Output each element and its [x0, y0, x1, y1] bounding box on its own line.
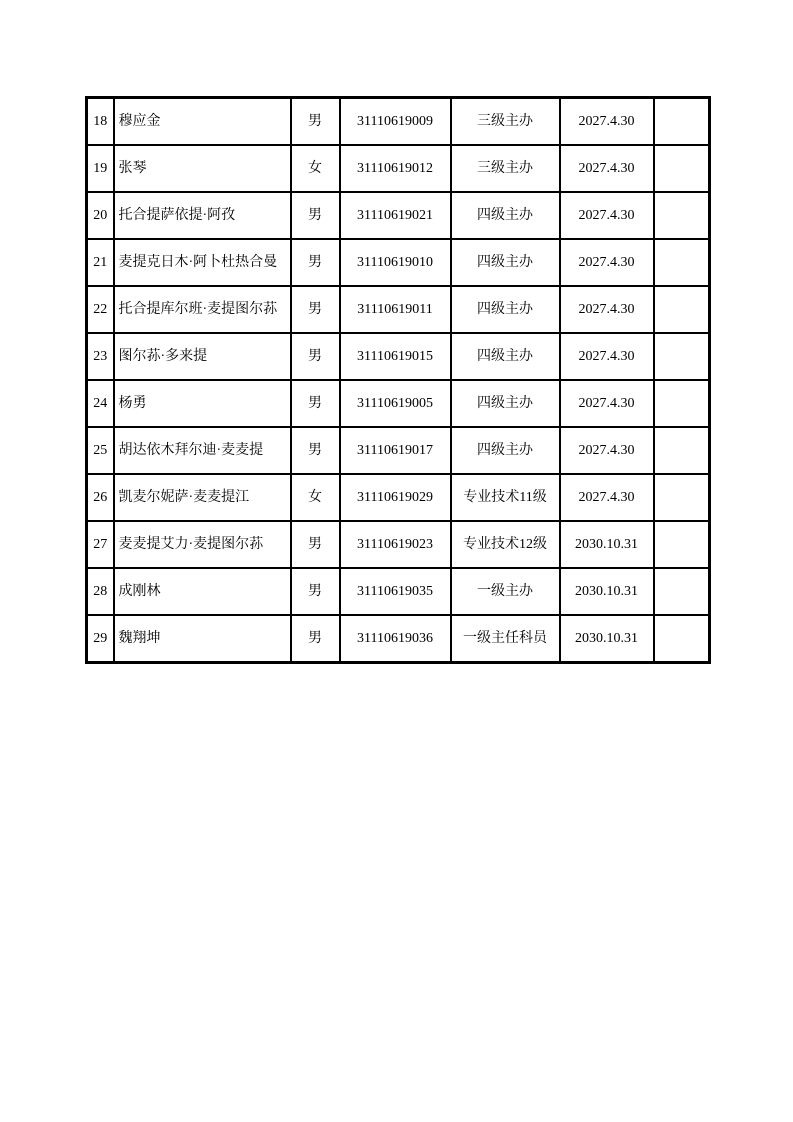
cell-rank: 四级主办: [451, 192, 560, 239]
cell-row-number: 20: [87, 192, 114, 239]
cell-rank: 一级主任科员: [451, 615, 560, 663]
table-row: [87, 145, 710, 192]
cell-id-number: 31110619012: [340, 145, 451, 192]
cell-rank: 专业技术12级: [451, 521, 560, 568]
table-row: [87, 615, 710, 663]
cell-gender: 男: [291, 615, 340, 663]
cell-date: 2027.4.30: [560, 286, 654, 333]
cell-gender: 男: [291, 427, 340, 474]
cell-name: 麦麦提艾力·麦提图尔荪: [114, 521, 291, 568]
cell-name: 张琴: [114, 145, 291, 192]
cell-gender: 男: [291, 568, 340, 615]
cell-rank: 四级主办: [451, 380, 560, 427]
cell-name: 胡达依木拜尔迪·麦麦提: [114, 427, 291, 474]
cell-gender: 男: [291, 239, 340, 286]
cell-name: 杨勇: [114, 380, 291, 427]
cell-gender: 男: [291, 333, 340, 380]
cell-id-number: 31110619017: [340, 427, 451, 474]
cell-row-number: 22: [87, 286, 114, 333]
cell-date: 2027.4.30: [560, 239, 654, 286]
cell-gender: 女: [291, 474, 340, 521]
cell-date: 2027.4.30: [560, 380, 654, 427]
cell-rank: 四级主办: [451, 286, 560, 333]
cell-rank: 三级主办: [451, 145, 560, 192]
cell-row-number: 18: [87, 98, 114, 146]
cell-id-number: 31110619009: [340, 98, 451, 146]
cell-gender: 女: [291, 145, 340, 192]
cell-id-number: 31110619015: [340, 333, 451, 380]
cell-date: 2030.10.31: [560, 568, 654, 615]
cell-empty: [654, 427, 710, 474]
cell-id-number: 31110619011: [340, 286, 451, 333]
cell-empty: [654, 474, 710, 521]
cell-gender: 男: [291, 98, 340, 146]
cell-date: 2027.4.30: [560, 333, 654, 380]
cell-empty: [654, 380, 710, 427]
cell-id-number: 31110619021: [340, 192, 451, 239]
cell-id-number: 31110619036: [340, 615, 451, 663]
cell-name: 托合提萨依提·阿孜: [114, 192, 291, 239]
cell-gender: 男: [291, 521, 340, 568]
cell-date: 2027.4.30: [560, 427, 654, 474]
cell-id-number: 31110619029: [340, 474, 451, 521]
cell-date: 2027.4.30: [560, 192, 654, 239]
cell-date: 2027.4.30: [560, 474, 654, 521]
table-row: [87, 474, 710, 521]
table-row: [87, 521, 710, 568]
personnel-table: [85, 96, 711, 664]
cell-empty: [654, 145, 710, 192]
cell-name: 凯麦尔妮萨·麦麦提江: [114, 474, 291, 521]
cell-rank: 四级主办: [451, 427, 560, 474]
table-row: [87, 333, 710, 380]
cell-empty: [654, 239, 710, 286]
cell-gender: 男: [291, 192, 340, 239]
cell-gender: 男: [291, 380, 340, 427]
table-row: [87, 98, 710, 146]
cell-empty: [654, 521, 710, 568]
cell-name: 图尔荪·多来提: [114, 333, 291, 380]
cell-row-number: 28: [87, 568, 114, 615]
cell-row-number: 29: [87, 615, 114, 663]
cell-rank: 四级主办: [451, 333, 560, 380]
cell-empty: [654, 615, 710, 663]
cell-rank: 三级主办: [451, 98, 560, 146]
cell-id-number: 31110619023: [340, 521, 451, 568]
cell-name: 穆应金: [114, 98, 291, 146]
cell-name: 托合提库尔班·麦提图尔荪: [114, 286, 291, 333]
cell-id-number: 31110619010: [340, 239, 451, 286]
cell-rank: 四级主办: [451, 239, 560, 286]
personnel-table-body: [87, 98, 710, 663]
cell-empty: [654, 98, 710, 146]
cell-date: 2030.10.31: [560, 615, 654, 663]
table-row: [87, 380, 710, 427]
cell-row-number: 19: [87, 145, 114, 192]
table-row: [87, 568, 710, 615]
table-row: [87, 192, 710, 239]
cell-rank: 专业技术11级: [451, 474, 560, 521]
cell-row-number: 25: [87, 427, 114, 474]
cell-empty: [654, 192, 710, 239]
cell-gender: 男: [291, 286, 340, 333]
cell-row-number: 23: [87, 333, 114, 380]
table-row: [87, 427, 710, 474]
table-row: [87, 286, 710, 333]
cell-date: 2027.4.30: [560, 145, 654, 192]
cell-date: 2030.10.31: [560, 521, 654, 568]
cell-id-number: 31110619035: [340, 568, 451, 615]
cell-name: 成刚林: [114, 568, 291, 615]
cell-name: 魏翔坤: [114, 615, 291, 663]
table-row: [87, 239, 710, 286]
cell-empty: [654, 286, 710, 333]
cell-rank: 一级主办: [451, 568, 560, 615]
cell-row-number: 24: [87, 380, 114, 427]
cell-empty: [654, 333, 710, 380]
cell-id-number: 31110619005: [340, 380, 451, 427]
cell-row-number: 21: [87, 239, 114, 286]
cell-empty: [654, 568, 710, 615]
cell-row-number: 26: [87, 474, 114, 521]
cell-row-number: 27: [87, 521, 114, 568]
cell-date: 2027.4.30: [560, 98, 654, 146]
cell-name: 麦提克日木·阿卜杜热合曼: [114, 239, 291, 286]
